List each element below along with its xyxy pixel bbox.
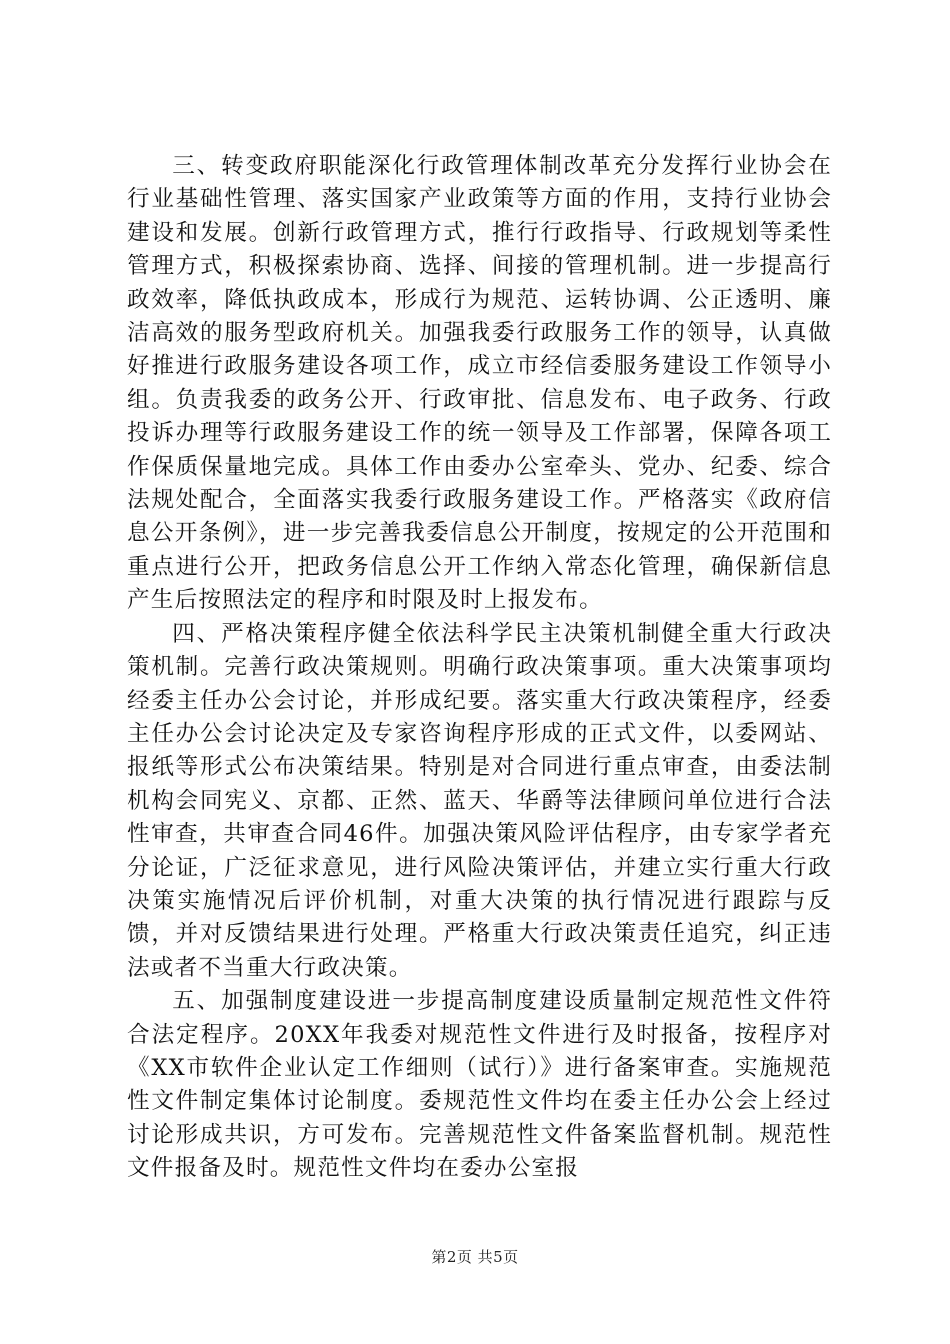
document-body xyxy=(127,150,832,1186)
paragraph-section-3: 三、转变政府职能深化行政管理体制改革充分发挥行业协会在行业基础性管理、落实国家产业政策等方面的作用，支持行业协会建设和发展。创新行政管理方式，推行行政指导、行政规划等柔性管理方式，积极探索协商、选择、间接的管理机制。进一步提高行政效率，降低执政成本，形成行为规范、运转协调、公正透明、廉洁高效的服务型政府机关。加强我委行政服务工作的领导，认真做好推进行政服务建设各项工作，成立市经信委服务建设工作领导小组。负责我委的政务公开、行政审批、信息发布、电子政务、行政投诉办理等行政服务建设工作的统一领导及工作部署，保障各项工作保质保量地完成。具体工作由委办公室牵头、党办、纪委、综合法规处配合，全面落实我委行政服务建设工作。严格落实《政府信息公开条例》，进一步完善我委信息公开制度，按规定的公开范围和重点进行公开，把政务信息公开工作纳入常态化管理，确保新信息产生后按照法定的程序和时限及时上报发布。 xyxy=(127,153,832,614)
paragraph-section-5: 五、加强制度建设进一步提高制度建设质量制定规范性文件符合法定程序。20XX年我委对规范性文件进行及时报备，按程序对《XX市软件企业认定工作细则（试行）》进行备案审查。实施规范性文件制定集体讨论制度。委规范性文件均在委主任办公会上经过讨论形成共识，方可发布。完善规范性文件备案监督机制。规范性文件报备及时。规范性文件均在委办公室报 xyxy=(127,988,832,1182)
paragraph-section-4: 四、严格决策程序健全依法科学民主决策机制健全重大行政决策机制。完善行政决策规则。明确行政决策事项。重大决策事项均经委主任办公会讨论，并形成纪要。落实重大行政决策程序，经委主任办公会讨论决定及专家咨询程序形成的正式文件，以委网站、报纸等形式公布决策结果。特别是对合同进行重点审查，由委法制机构会同宪义、京都、正然、蓝天、华爵等法律顾问单位进行合法性审查，共审查合同46件。加强决策风险评估程序，由专家学者充分论证，广泛征求意见，进行风险决策评估，并建立实行重大行政决策实施情况后评价机制，对重大决策的执行情况进行跟踪与反馈，并对反馈结果进行处理。严格重大行政决策责任追究，纠正违法或者不当重大行政决策。 xyxy=(127,620,832,981)
page-number-footer: 第2页 共5页 xyxy=(431,1248,519,1266)
